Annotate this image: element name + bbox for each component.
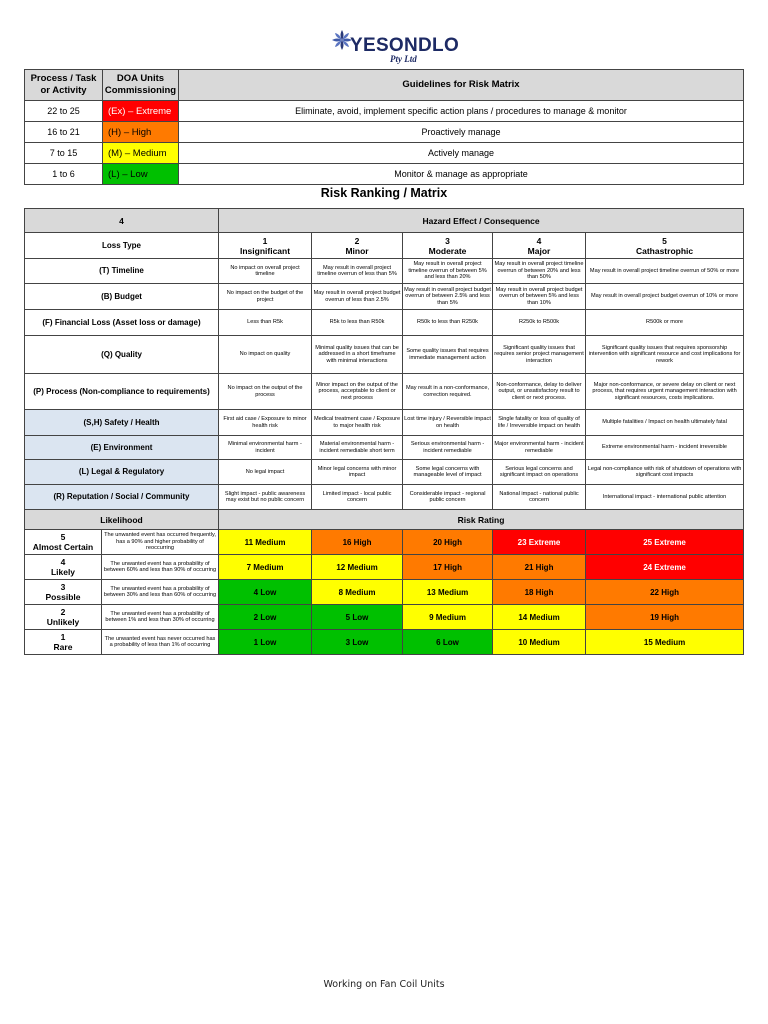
likelihood-row [25, 555, 744, 580]
consequence-description: Significant quality issues that requires senior project management interaction [493, 336, 586, 374]
consequence-description: Lost time injury / Reversible impact on health [403, 410, 493, 436]
consequence-description: May result in a non-conformance, correction required. [403, 374, 493, 410]
risk-rating-cell: 24 Extreme [586, 555, 744, 580]
guidelines-header: Guidelines for Risk Matrix [179, 70, 744, 101]
risk-rating-cell: 22 High [586, 580, 744, 605]
likelihood-number: 3 [60, 582, 66, 592]
risk-rating-cell: 23 Extreme [493, 530, 586, 555]
risk-rating-cell: 15 Medium [586, 630, 744, 655]
likelihood-row [25, 580, 744, 605]
risk-level-cell: (Ex) – Extreme [103, 101, 179, 122]
likelihood-row [25, 530, 744, 555]
range-cell: 7 to 15 [25, 143, 103, 164]
risk-level-cell: (H) – High [103, 122, 179, 143]
consequence-description: Serious legal concerns and significant impact on operations [493, 460, 586, 485]
likelihood-header-row [25, 510, 744, 530]
consequence-description: International impact - international public attention [586, 485, 744, 510]
consequence-description: Non-conformance, delay to deliver output, or unsatisfactory result to client or next process. [493, 374, 586, 410]
consequence-description: No impact on quality [219, 336, 312, 374]
consequence-number: 5 [662, 235, 667, 246]
likelihood-label [25, 630, 102, 655]
risk-rating-cell: 19 High [586, 605, 744, 630]
logo-subtitle: Pty Ltd [390, 54, 417, 64]
consequence-number: 2 [354, 235, 360, 246]
consequence-description: Considerable impact - regional public concern [403, 485, 493, 510]
risk-rating-cell: 18 High [493, 580, 586, 605]
consequence-description: Legal non-compliance with risk of shutdown of operations with significant cost impacts [586, 460, 744, 485]
loss-type-row [25, 336, 744, 374]
risk-rating-cell: 7 Medium [219, 555, 312, 580]
risk-rating-cell: 20 High [403, 530, 493, 555]
consequence-description: R250k to R500k [493, 310, 586, 336]
consequence-description: Major environmental harm - incident remediable [493, 436, 586, 460]
risk-rating-cell: 4 Low [219, 580, 312, 605]
consequence-description: Minor impact on the output of the process, acceptable to client or next process [312, 374, 403, 410]
consequence-description: R5k to less than R50k [312, 310, 403, 336]
loss-type-row [25, 410, 744, 436]
likelihood-label [25, 580, 102, 605]
consequence-label: Minor [345, 245, 369, 256]
guideline-cell: Monitor & manage as appropriate [179, 164, 744, 185]
likelihood-description: The unwanted event has a probability of between 30% and less than 60% of occurring [102, 580, 219, 605]
risk-rating-cell: 2 Low [219, 605, 312, 630]
likelihood-name: Possible [45, 592, 81, 602]
consequence-description: May result in overall project timeline overrun of between 5% and less than 20% [403, 259, 493, 284]
loss-type-row [25, 284, 744, 310]
likelihood-number: 1 [60, 632, 66, 642]
hazard-effect-header: Hazard Effect / Consequence [219, 209, 744, 233]
consequence-description: May result in overall project timeline overrun of less than 5% [312, 259, 403, 284]
matrix-header-row [25, 209, 744, 233]
consequence-description: Serious environmental harm - incident remediable [403, 436, 493, 460]
likelihood-number: 4 [60, 557, 66, 567]
risk-rating-cell: 14 Medium [493, 605, 586, 630]
risk-rating-cell: 25 Extreme [586, 530, 744, 555]
likelihood-description: The unwanted event has a probability of between 1% and less than 30% of occurring [102, 605, 219, 630]
consequence-description: Major non-conformance, or severe delay on client or next process, that requires urgent management interaction with significant resources, costs implications. [586, 374, 744, 410]
consequence-description: R50k to less than R250k [403, 310, 493, 336]
consequence-description: No legal impact [219, 460, 312, 485]
consequence-description: May result in overall project budget overrun of between 2.5% and less than 5% [403, 284, 493, 310]
process-task-header: Process / Task or Activity [25, 70, 103, 101]
consequence-description: No impact on overall project timeline [219, 259, 312, 284]
risk-rating-cell: 3 Low [312, 630, 403, 655]
loss-type-row [25, 310, 744, 336]
risk-rating-cell: 16 High [312, 530, 403, 555]
consequence-header [312, 233, 403, 259]
consequence-description: Medical treatment case / Exposure to major health risk [312, 410, 403, 436]
risk-level-cell: (L) – Low [103, 164, 179, 185]
page-footer: Working on Fan Coil Units [323, 979, 445, 990]
consequence-description: Minimal environmental harm - incident [219, 436, 312, 460]
loss-type-label: (R) Reputation / Social / Community [25, 485, 219, 510]
consequence-header [586, 233, 744, 259]
consequence-label: Moderate [428, 245, 467, 256]
likelihood-number: 5 [60, 532, 66, 542]
likelihood-name: Almost Certain [32, 542, 94, 552]
risk-rating-cell: 9 Medium [403, 605, 493, 630]
risk-rating-cell: 13 Medium [403, 580, 493, 605]
consequence-number: 4 [536, 235, 542, 246]
consequence-description: May result in overall project budget overrun of less than 2.5% [312, 284, 403, 310]
risk-rating-cell: 1 Low [219, 630, 312, 655]
loss-type-label: (F) Financial Loss (Asset loss or damage) [25, 310, 219, 336]
consequence-description: May result in overall project timeline overrun of between 20% and less than 50% [493, 259, 586, 284]
risk-level-cell: (M) – Medium [103, 143, 179, 164]
risk-rating-cell: 6 Low [403, 630, 493, 655]
consequence-description: Minimal quality issues that can be addressed in a short timeframe with minimal interactions [312, 336, 403, 374]
loss-type-label: (Q) Quality [25, 336, 219, 374]
loss-type-row [25, 259, 744, 284]
risk-rating-cell: 21 High [493, 555, 586, 580]
likelihood-name: Rare [53, 642, 73, 652]
risk-rating-cell: 12 Medium [312, 555, 403, 580]
logo-name: YESONDLO [350, 35, 460, 56]
consequence-label: Cathastrophic [635, 245, 694, 256]
risk-rating-header: Risk Rating [219, 510, 744, 530]
consequence-number: 1 [262, 235, 268, 246]
consequence-description: National impact - national public concern [493, 485, 586, 510]
consequence-description: First aid case / Exposure to minor health risk [219, 410, 312, 436]
guidelines-table [24, 69, 744, 185]
consequence-description: May result in overall project budget overrun of between 5% and less than 10% [493, 284, 586, 310]
likelihood-description: The unwanted event has a probability of between 60% and less than 90% of occurring [102, 555, 219, 580]
consequence-header-row [25, 233, 744, 259]
consequence-header [219, 233, 312, 259]
likelihood-number: 2 [60, 607, 66, 617]
consequence-description: May result in overall project timeline overrun of 50% or more [586, 259, 744, 284]
likelihood-header: Likelihood [25, 510, 219, 530]
risk-rating-cell: 11 Medium [219, 530, 312, 555]
consequence-description: Some legal concerns with manageable level of impact [403, 460, 493, 485]
consequence-description: Multiple fatalities / Impact on health ultimately fatal [586, 410, 744, 436]
risk-matrix-table [24, 208, 744, 655]
range-cell: 16 to 21 [25, 122, 103, 143]
consequence-header [493, 233, 586, 259]
likelihood-label [25, 555, 102, 580]
likelihood-label [25, 530, 102, 555]
loss-type-label: (B) Budget [25, 284, 219, 310]
loss-type-row [25, 374, 744, 410]
range-cell: 1 to 6 [25, 164, 103, 185]
consequence-description: Single fatality or loss of quality of life / Irreversible impact on health [493, 410, 586, 436]
loss-type-label: (S,H) Safety / Health [25, 410, 219, 436]
loss-type-row [25, 485, 744, 510]
consequence-description: Limited impact - local public concern [312, 485, 403, 510]
guideline-cell: Actively manage [179, 143, 744, 164]
consequence-description: Material environmental harm - incident remediable short term [312, 436, 403, 460]
consequence-description: Minor legal concerns with minor impact [312, 460, 403, 485]
likelihood-description: The unwanted event has never occurred has a probability of less than 1% of occurring [102, 630, 219, 655]
loss-type-label: (P) Process (Non-compliance to requirements) [25, 374, 219, 410]
consequence-description: Some quality issues that requires immediate management action [403, 336, 493, 374]
risk-rating-cell: 8 Medium [312, 580, 403, 605]
likelihood-row [25, 605, 744, 630]
consequence-description: Less than R5k [219, 310, 312, 336]
loss-type-label: (T) Timeline [25, 259, 219, 284]
risk-rating-cell: 17 High [403, 555, 493, 580]
guideline-cell: Proactively manage [179, 122, 744, 143]
doa-units-header: DOA Units Commissioning [103, 70, 179, 101]
loss-type-row [25, 460, 744, 485]
consequence-description: Extreme environmental harm - incident irreversible [586, 436, 744, 460]
consequence-number: 3 [445, 235, 450, 246]
loss-type-row [25, 436, 744, 460]
likelihood-name: Unlikely [46, 617, 80, 627]
likelihood-description: The unwanted event has occurred frequently, has a 90% and higher probability of reoccurring [102, 530, 219, 555]
guideline-cell: Eliminate, avoid, implement specific action plans / procedures to manage & monitor [179, 101, 744, 122]
consequence-description: Slight impact - public awareness may exist but no public concern [219, 485, 312, 510]
likelihood-label [25, 605, 102, 630]
risk-rating-cell: 10 Medium [493, 630, 586, 655]
loss-type-label: (L) Legal & Regulatory [25, 460, 219, 485]
consequence-label: Insignificant [239, 245, 291, 256]
matrix-title: Risk Ranking / Matrix [320, 186, 448, 200]
likelihood-row [25, 630, 744, 655]
matrix-corner-number: 4 [25, 209, 219, 233]
consequence-description: No impact on the budget of the project [219, 284, 312, 310]
consequence-description: May result in overall project budget overrun of 10% or more [586, 284, 744, 310]
range-cell: 22 to 25 [25, 101, 103, 122]
consequence-description: Significant quality issues that requires sponsorship intervention with significant resource and cost implications for rework [586, 336, 744, 374]
consequence-header [403, 233, 493, 259]
consequence-label: Major [527, 245, 551, 256]
company-logo [330, 26, 460, 72]
consequence-description: No impact on the output of the process [219, 374, 312, 410]
loss-type-header: Loss Type [25, 233, 219, 259]
loss-type-label: (E) Environment [25, 436, 219, 460]
consequence-description: R500k or more [586, 310, 744, 336]
likelihood-name: Likely [50, 567, 76, 577]
risk-rating-cell: 5 Low [312, 605, 403, 630]
